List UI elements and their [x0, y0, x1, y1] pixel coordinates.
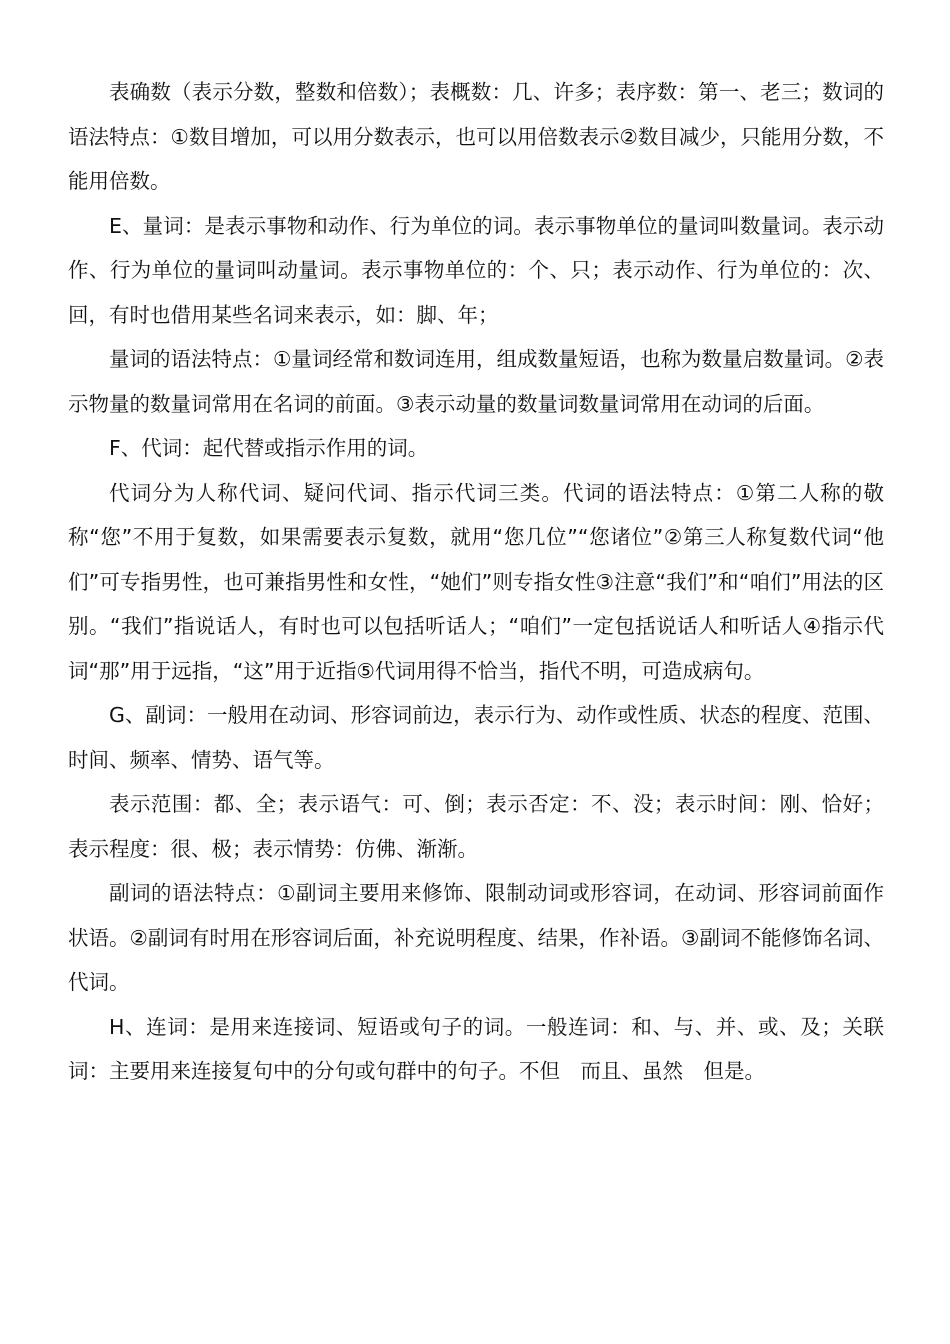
paragraph-adverbs: G、副词：一般用在动词、形容词前边，表示行为、动作或性质、状态的程度、范围、时间、频率、情势、语气等。: [68, 703, 884, 772]
paragraph-numeral-types: 表确数（表示分数，整数和倍数）；表概数：几、许多；表序数：第一、老三；数词的语法特点：①数目增加，可以用分数表示，也可以用倍数表示②数目减少，只能用分数，不能用倍数。: [68, 80, 884, 193]
paragraph-pronouns-heading: F、代词：起代替或指示作用的词。: [109, 436, 429, 460]
paragraph-adverb-grammar: 副词的语法特点：①副词主要用来修饰、限制动词或形容词，在动词、形容词前面作状语。②副词有时用在形容词后面，补充说明程度、结果，作补语。③副词不能修饰名词、代词。: [68, 881, 884, 994]
paragraph-pronoun-grammar: 代词分为人称代词、疑问代词、指示代词三类。代词的语法特点：①第二人称的敬称“您”不用于复数，如果需要表示复数，就用“您几位”“您诸位”②第三人称复数代词“他们”可专指男性，也可兼指男性和女性，“她们”则专指女性③注意“我们”和“咱们”用法的区别。“我们”指说话人，有时也可以包括听话人；“咱们”一定包括说话人和听话人④指示代词“那”用于远指，“这”用于近指⑤代词用得不恰当，指代不明，可造成病句。: [68, 480, 884, 683]
document-body: [68, 70, 884, 1094]
paragraph-adverb-examples: 表示范围：都、全；表示语气：可、倒；表示否定：不、没；表示时间：刚、恰好；表示程度：很、极；表示情势：仿佛、渐渐。: [68, 792, 884, 861]
paragraph-measure-words: E、量词：是表示事物和动作、行为单位的词。表示事物单位的量词叫数量词。表示动作、行为单位的量词叫动量词。表示事物单位的：个、只；表示动作、行为单位的：次、回，有时也借用某些名词来表示，如：脚、年；: [68, 213, 884, 327]
paragraph-conjunctions: H、连词：是用来连接词、短语或句子的词。一般连词：和、与、并、或、及；关联词：主要用来连接复句中的分句或句群中的句子。不但 而且、虽然 但是。: [68, 1014, 884, 1083]
paragraph-measure-word-grammar: 量词的语法特点：①量词经常和数词连用，组成数量短语，也称为数量启数量词。②表示物量的数量词常用在名词的前面。③表示动量的数量词数量词常用在动词的后面。: [68, 347, 884, 416]
